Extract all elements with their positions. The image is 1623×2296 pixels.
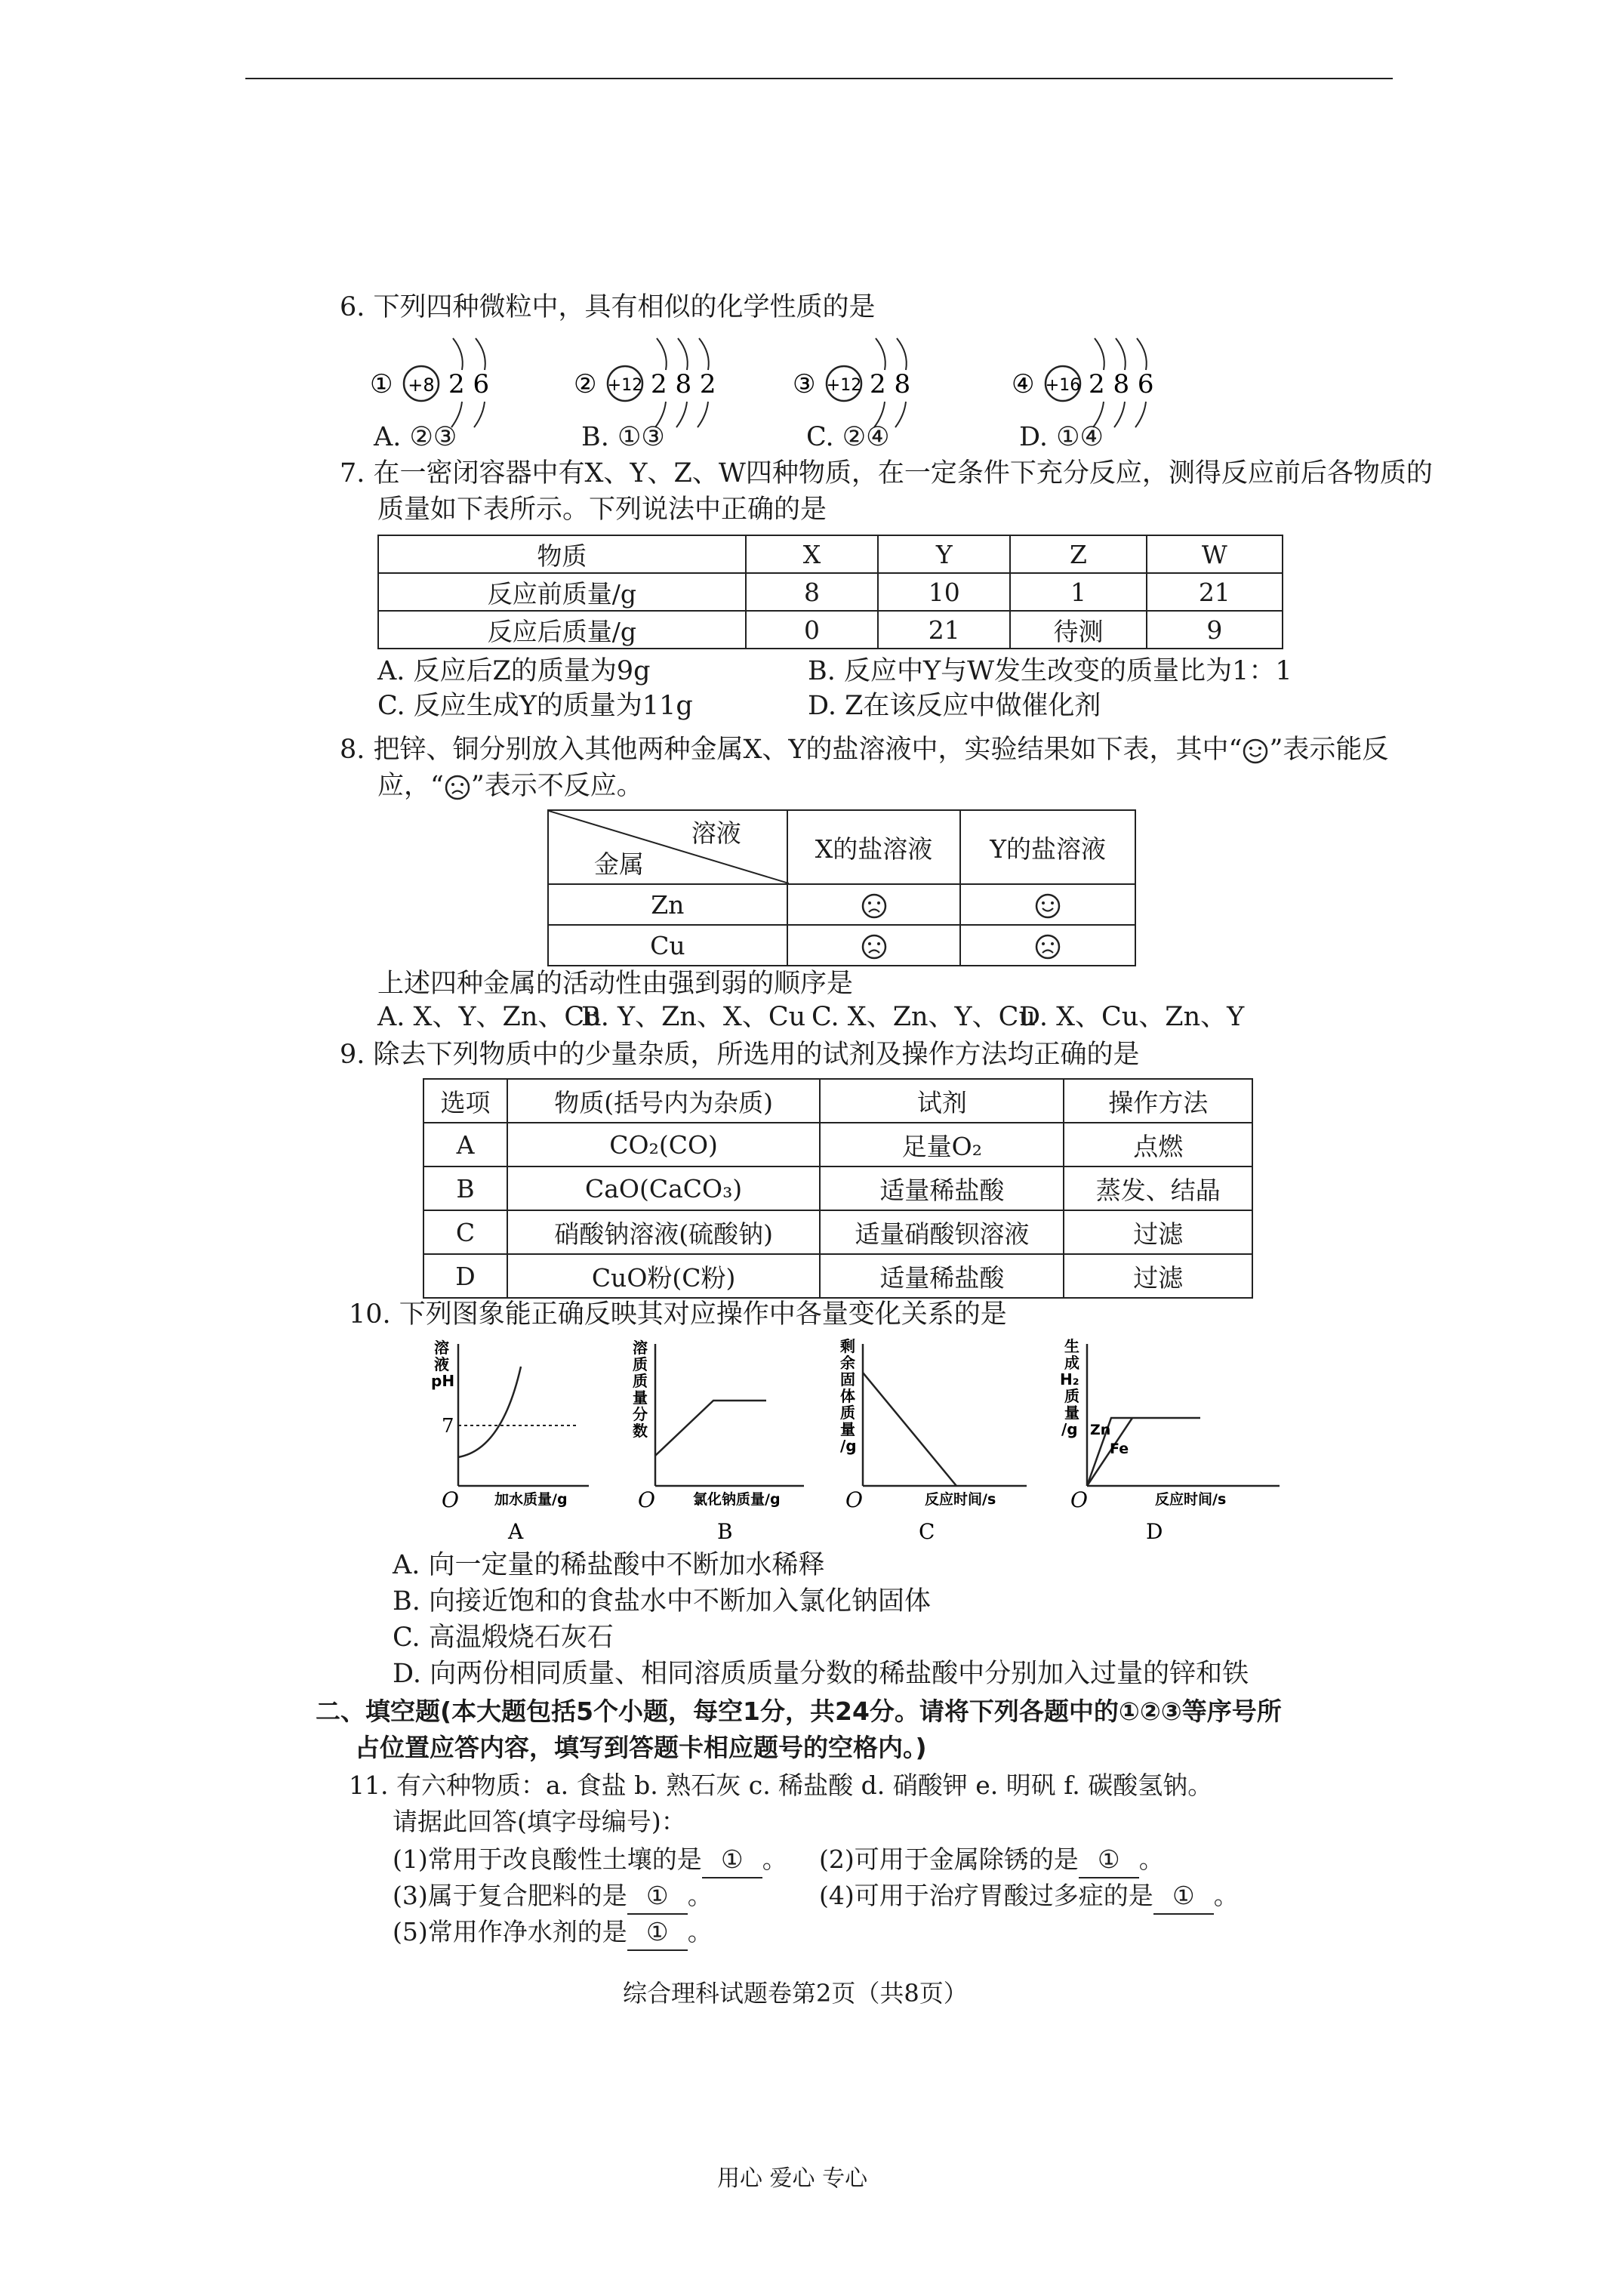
q8-stem-2b: ”表示不反应。 xyxy=(470,771,643,801)
graph-c-ylabel-6: 量 xyxy=(840,1420,855,1438)
graph-a-ylabel-2: 液 xyxy=(434,1355,449,1373)
table-cell: 21 xyxy=(1147,573,1283,611)
graph-d xyxy=(1057,1336,1298,1548)
q10-option-b: B. 向接近饱和的食盐水中不断加入氯化钠固体 xyxy=(393,1586,931,1616)
q7-stem-line2: 质量如下表所示。下列说法中正确的是 xyxy=(377,495,827,525)
q11-part2-text: (2)可用于金属除锈的是 xyxy=(819,1845,1079,1874)
table-cell: 适量稀盐酸 xyxy=(820,1166,1064,1210)
table-row xyxy=(378,573,1283,611)
q6-stem: 6. 下列四种微粒中，具有相似的化学性质的是 xyxy=(340,292,876,322)
table-cell: 反应后质量/g xyxy=(378,611,746,649)
table-cell: 试剂 xyxy=(820,1079,1064,1123)
section2-heading-line1: 二、填空题(本大题包括5个小题，每空1分，共24分。请将下列各题中的①②③等序号所 xyxy=(316,1697,1282,1726)
table-cell: 适量稀盐酸 xyxy=(820,1254,1064,1298)
q7-option-b: B. 反应中Y与W发生改变的质量比为1：1 xyxy=(808,656,1292,686)
graph-d-ylabel-4: 质 xyxy=(1064,1387,1079,1405)
graph-c-ylabel-2: 余 xyxy=(840,1354,855,1372)
table-cell: Cu xyxy=(548,925,787,966)
graph-a-ylabel-3: pH xyxy=(431,1372,455,1390)
graph-c-origin: O xyxy=(845,1487,863,1512)
graph-d-xlabel: 反应时间/s xyxy=(1155,1491,1227,1508)
graph-d-label-zn: Zn xyxy=(1090,1422,1111,1438)
q11-part1-end: 。 xyxy=(762,1845,787,1874)
smile-face-icon xyxy=(1242,738,1269,765)
q10-option-d: D. 向两份相同质量、相同溶质质量分数的稀盐酸中分别加入过量的锌和铁 xyxy=(393,1659,1249,1689)
page-footer: 综合理科试题卷第2页（共8页） xyxy=(623,1979,968,2008)
q11-part1-text: (1)常用于改良酸性土壤的是 xyxy=(393,1845,702,1874)
table-cell: A xyxy=(423,1123,507,1166)
table-cell: 硝酸钠溶液(硫酸钠) xyxy=(507,1210,820,1254)
answer-blank[interactable]: ① xyxy=(702,1842,762,1878)
sad-face-icon xyxy=(861,892,888,920)
q6-option-c: C. ②④ xyxy=(806,422,890,452)
graph-b-letter: B xyxy=(717,1519,733,1544)
table-cell: 8 xyxy=(746,573,878,611)
top-rule xyxy=(245,78,1393,79)
q8-table xyxy=(547,809,1136,966)
graph-c-xlabel: 反应时间/s xyxy=(925,1491,996,1508)
section2-heading-line2: 占位置应答内容，填写到答题卡相应题号的空格内。) xyxy=(355,1733,927,1762)
diagonal-line xyxy=(549,811,789,883)
graph-c-line xyxy=(863,1373,956,1486)
table-row xyxy=(378,611,1283,649)
q6-option-b: B. ①③ xyxy=(581,422,665,452)
table-row xyxy=(548,925,1135,966)
sad-face-icon xyxy=(1034,933,1061,960)
q7-table xyxy=(377,535,1283,649)
table-cell: 过滤 xyxy=(1064,1210,1252,1254)
table-cell: C xyxy=(423,1210,507,1254)
atom-4-shells: 2 8 6 xyxy=(1089,369,1154,399)
q7-option-a: A. 反应后Z的质量为9g xyxy=(377,656,651,686)
q8-stem-1a: 8. 把锌、铜分别放入其他两种金属X、Y的盐溶液中，实验结果如下表，其中“ xyxy=(340,735,1243,765)
smile-face-icon xyxy=(1034,892,1061,920)
table-cell: 点燃 xyxy=(1064,1123,1252,1166)
table-cell: B xyxy=(423,1166,507,1210)
q11-line1: 11. 有六种物质：a. 食盐 b. 熟石灰 c. 稀盐酸 d. 硝酸钾 e. 明矾 f. 碳酸氢钠。 xyxy=(349,1771,1213,1800)
graph-c-ylabel-7: /g xyxy=(840,1437,857,1455)
q8-stem-2a: 应，“ xyxy=(377,771,444,801)
q7-option-c: C. 反应生成Y的质量为11g xyxy=(377,691,693,721)
graph-a-origin: O xyxy=(442,1487,459,1512)
answer-blank[interactable]: ① xyxy=(1153,1878,1214,1915)
table-row xyxy=(548,884,1135,925)
q11-line2: 请据此回答(填字母编号)： xyxy=(393,1807,686,1836)
table-cell: 0 xyxy=(746,611,878,649)
table-cell: CuO粉(C粉) xyxy=(507,1254,820,1298)
graph-b-ylabel-5: 分 xyxy=(633,1405,648,1423)
table-cell: 物质(括号内为杂质) xyxy=(507,1079,820,1123)
table-cell xyxy=(960,925,1135,966)
q9-table xyxy=(423,1078,1253,1299)
table-cell: 物质 xyxy=(378,535,746,573)
atom-2-shells: 2 8 2 xyxy=(651,369,716,399)
atom-4-charge: +16 xyxy=(1045,376,1081,395)
table-cell: Y xyxy=(878,535,1010,573)
table-cell: CO₂(CO) xyxy=(507,1123,820,1166)
q7-option-d: D. Z在该反应中做催化剂 xyxy=(808,691,1101,721)
table-cell: X xyxy=(746,535,878,573)
q11-part5-end: 。 xyxy=(687,1917,713,1946)
q6-option-a: A. ②③ xyxy=(374,422,457,452)
table-cell: 适量硝酸钡溶液 xyxy=(820,1210,1064,1254)
graph-a xyxy=(411,1336,615,1548)
answer-blank[interactable]: ① xyxy=(627,1878,688,1915)
diagonal-header-cell xyxy=(548,810,787,884)
atom-1-shells: 2 6 xyxy=(448,369,490,399)
q11-part1 xyxy=(393,1842,787,1878)
corner-label-bottom: 金属 xyxy=(594,849,644,879)
graph-d-origin: O xyxy=(1070,1487,1088,1512)
table-row xyxy=(423,1254,1252,1298)
graph-d-ylabel-1: 生 xyxy=(1064,1337,1079,1355)
graph-a-letter: A xyxy=(508,1519,524,1544)
graph-a-xlabel: 加水质量/g xyxy=(494,1491,568,1508)
graph-b-ylabel-6: 数 xyxy=(633,1422,648,1440)
graph-b-xlabel: 氯化钠质量/g xyxy=(693,1491,781,1508)
graph-b-ylabel-1: 溶 xyxy=(633,1339,648,1357)
table-cell: Y的盐溶液 xyxy=(960,810,1135,884)
table-cell: 1 xyxy=(1010,573,1146,611)
q8-stem-line2 xyxy=(377,769,643,803)
table-header-row xyxy=(548,810,1135,884)
graph-d-ylabel-3: H₂ xyxy=(1060,1370,1079,1388)
table-cell: 选项 xyxy=(423,1079,507,1123)
q11-part5-text: (5)常用作净水剂的是 xyxy=(393,1917,627,1946)
q11-part5 xyxy=(393,1915,713,1951)
q9-stem: 9. 除去下列物质中的少量杂质，所选用的试剂及操作方法均正确的是 xyxy=(340,1040,1140,1070)
graph-b-ylabel-2: 质 xyxy=(633,1355,648,1373)
q10-stem: 10. 下列图象能正确反映其对应操作中各量变化关系的是 xyxy=(349,1299,1007,1330)
q10-graphs xyxy=(393,1336,1298,1548)
table-cell: 操作方法 xyxy=(1064,1079,1252,1123)
atom-2-charge: +12 xyxy=(607,376,643,395)
table-cell xyxy=(787,925,961,966)
q11-part2-end: 。 xyxy=(1138,1845,1164,1874)
graph-c-ylabel-1: 剩 xyxy=(840,1337,855,1355)
table-cell: X的盐溶液 xyxy=(787,810,961,884)
graph-c-ylabel-4: 体 xyxy=(840,1387,855,1405)
graph-d-ylabel-5: 量 xyxy=(1064,1404,1079,1422)
graph-c-ylabel-3: 固 xyxy=(840,1370,855,1388)
table-cell: 蒸发、结晶 xyxy=(1064,1166,1252,1210)
atom-3-shells: 2 8 xyxy=(870,369,911,399)
page-motto: 用心 爱心 专心 xyxy=(717,2165,868,2192)
q11-part2 xyxy=(819,1842,1164,1878)
table-cell: D xyxy=(423,1254,507,1298)
table-cell xyxy=(960,884,1135,925)
atom-1-charge: +8 xyxy=(408,374,435,396)
graph-b xyxy=(627,1336,823,1548)
atom-3-number: ③ xyxy=(793,369,816,399)
table-cell: W xyxy=(1147,535,1283,573)
table-header-row xyxy=(423,1079,1252,1123)
q8-option-a: A. X、Y、Zn、Cu xyxy=(377,1002,602,1032)
graph-a-curve xyxy=(458,1367,521,1457)
table-cell: 过滤 xyxy=(1064,1254,1252,1298)
graph-c xyxy=(834,1336,1046,1548)
graph-a-ylabel-1: 溶 xyxy=(434,1339,449,1357)
graph-b-origin: O xyxy=(638,1487,655,1512)
q6-option-d: D. ①④ xyxy=(1019,422,1104,452)
table-cell: 21 xyxy=(878,611,1010,649)
q8-stem-1b: ”表示能反 xyxy=(1269,735,1389,765)
atom-4-number: ④ xyxy=(1012,369,1035,399)
q8-stem-line1 xyxy=(340,732,1388,767)
sad-face-icon xyxy=(861,933,888,960)
q8-question: 上述四种金属的活动性由强到弱的顺序是 xyxy=(377,969,854,999)
q11-part3 xyxy=(393,1878,713,1915)
graph-d-ylabel-6: /g xyxy=(1061,1420,1078,1438)
q11-part4 xyxy=(819,1878,1239,1915)
atom-2-number: ② xyxy=(574,369,597,399)
q10-option-a: A. 向一定量的稀盐酸中不断加水稀释 xyxy=(393,1550,825,1580)
graph-c-letter: C xyxy=(919,1519,935,1544)
graph-b-ylabel-4: 量 xyxy=(633,1388,648,1407)
table-cell: Zn xyxy=(548,884,787,925)
table-cell: 10 xyxy=(878,573,1010,611)
table-cell: Z xyxy=(1010,535,1146,573)
table-cell: 足量O₂ xyxy=(820,1123,1064,1166)
graph-c-ylabel-5: 质 xyxy=(840,1404,855,1422)
graph-a-mark-7: 7 xyxy=(442,1415,454,1438)
table-row xyxy=(423,1210,1252,1254)
table-cell xyxy=(787,884,961,925)
table-header-row xyxy=(378,535,1283,573)
table-cell: CaO(CaCO₃) xyxy=(507,1166,820,1210)
graph-d-label-fe: Fe xyxy=(1110,1441,1129,1457)
q7-stem-line1: 7. 在一密闭容器中有X、Y、Z、W四种物质，在一定条件下充分反应，测得反应前后各物质的 xyxy=(340,458,1433,488)
answer-blank[interactable]: ① xyxy=(627,1915,688,1951)
table-cell: 待测 xyxy=(1010,611,1146,649)
answer-blank[interactable]: ① xyxy=(1079,1842,1139,1878)
table-row xyxy=(423,1166,1252,1210)
table-cell: 反应前质量/g xyxy=(378,573,746,611)
q11-part4-end: 。 xyxy=(1213,1881,1239,1910)
atom-3-charge: +12 xyxy=(826,376,862,395)
q8-option-c: C. X、Zn、Y、Cu xyxy=(812,1002,1036,1032)
q11-part3-end: 。 xyxy=(687,1881,713,1910)
table-row xyxy=(423,1123,1252,1166)
q10-option-c: C. 高温煅烧石灰石 xyxy=(393,1623,614,1653)
q11-part4-text: (4)可用于治疗胃酸过多症的是 xyxy=(819,1881,1153,1910)
sad-face-icon xyxy=(444,774,471,801)
corner-label-top: 溶液 xyxy=(691,818,741,848)
graph-d-letter: D xyxy=(1146,1519,1163,1544)
q8-option-d: D. X、Cu、Zn、Y xyxy=(1019,1002,1245,1032)
table-cell: 9 xyxy=(1147,611,1283,649)
graph-d-ylabel-2: 成 xyxy=(1064,1354,1079,1372)
graph-b-line xyxy=(655,1401,766,1456)
q8-option-b: B. Y、Zn、X、Cu xyxy=(581,1002,806,1032)
q11-part3-text: (3)属于复合肥料的是 xyxy=(393,1881,627,1910)
atom-1-number: ① xyxy=(370,369,393,399)
graph-b-ylabel-3: 质 xyxy=(633,1372,648,1390)
